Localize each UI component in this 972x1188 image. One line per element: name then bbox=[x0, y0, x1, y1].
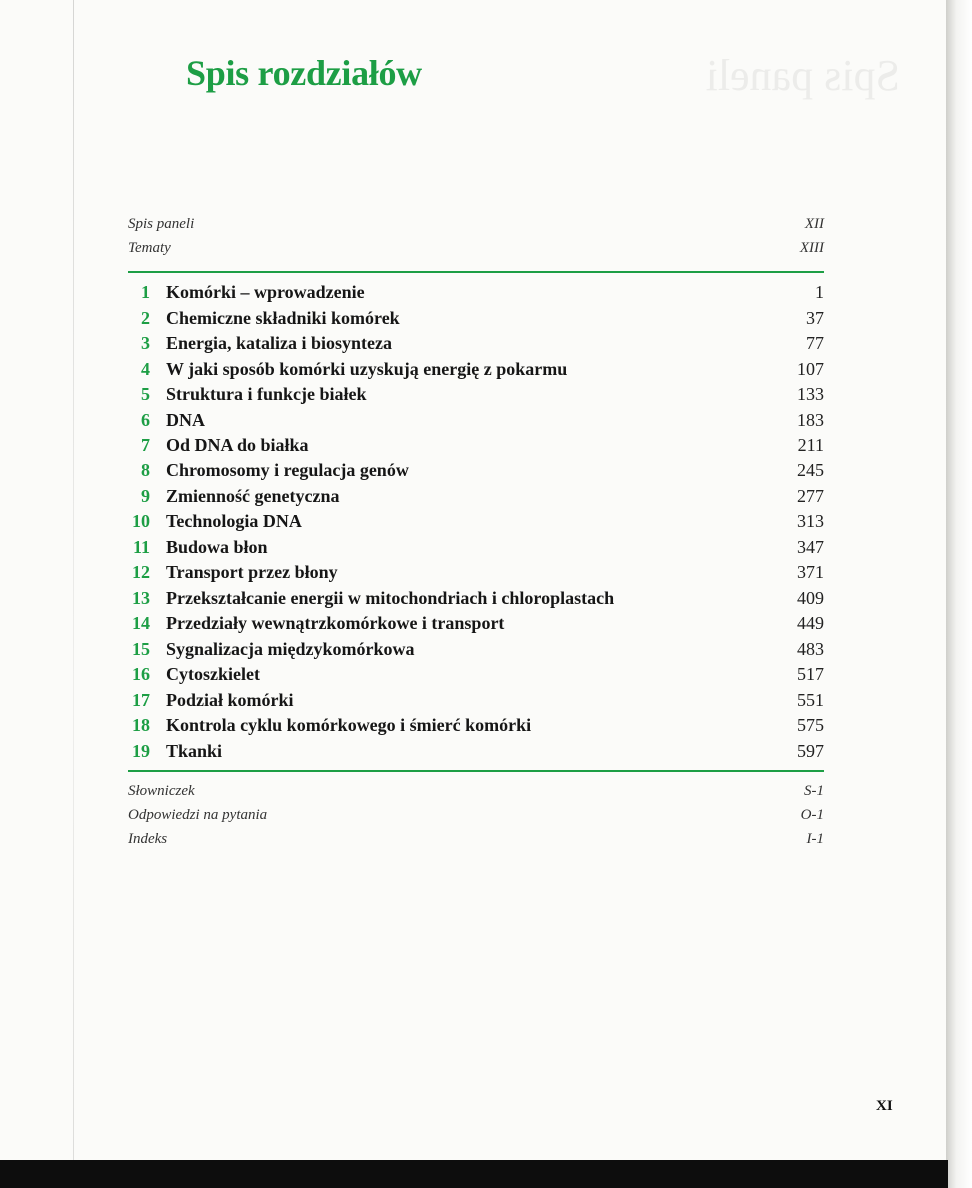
toc-chapter-row[interactable] bbox=[128, 639, 824, 664]
toc-chapter-row[interactable] bbox=[128, 359, 824, 384]
toc-back-row[interactable] bbox=[128, 831, 824, 855]
toc-front-label: Spis paneli bbox=[128, 216, 195, 232]
chapter-title: Energia, kataliza i biosynteza bbox=[166, 333, 392, 353]
chapter-title: Przedziały wewnątrzkomórkowe i transport bbox=[166, 613, 505, 633]
chapter-page: 313 bbox=[797, 511, 824, 531]
chapter-number: 14 bbox=[132, 613, 150, 633]
toc-chapter-row[interactable] bbox=[128, 741, 824, 766]
toc-chapter-row[interactable] bbox=[128, 308, 824, 333]
chapter-title: Transport przez błony bbox=[166, 562, 338, 582]
chapter-title: Struktura i funkcje białek bbox=[166, 384, 367, 404]
toc-chapter-row[interactable] bbox=[128, 588, 824, 613]
chapter-page: 551 bbox=[797, 690, 824, 710]
chapter-page: 37 bbox=[806, 308, 824, 328]
chapter-title: Technologia DNA bbox=[166, 511, 302, 531]
scan-bottom-border bbox=[0, 1160, 948, 1188]
chapter-number: 8 bbox=[141, 460, 150, 480]
chapter-number: 11 bbox=[132, 537, 150, 557]
toc-chapter-row[interactable] bbox=[128, 511, 824, 536]
chapter-title: Przekształcanie energii w mitochondriach i chloroplastach bbox=[166, 588, 615, 608]
chapter-page: 277 bbox=[797, 486, 824, 506]
toc-front-row[interactable] bbox=[128, 240, 824, 264]
chapter-number: 3 bbox=[141, 333, 150, 353]
chapter-title: Od DNA do białka bbox=[166, 435, 309, 455]
toc-chapter-row[interactable] bbox=[128, 664, 824, 689]
chapter-title: Komórki – wprowadzenie bbox=[166, 282, 365, 302]
toc-front-page: XIII bbox=[799, 240, 824, 256]
chapter-page: 183 bbox=[797, 410, 824, 430]
page-gutter-shadow bbox=[73, 0, 74, 1160]
chapter-page: 517 bbox=[797, 664, 824, 684]
chapter-number: 15 bbox=[132, 639, 150, 659]
chapter-page: 371 bbox=[797, 562, 824, 582]
chapter-number: 9 bbox=[141, 486, 150, 506]
toc-chapter-row[interactable] bbox=[128, 715, 824, 740]
chapter-page: 575 bbox=[797, 715, 824, 735]
bleed-through-text: Spis paneli bbox=[705, 51, 900, 100]
toc-chapter-row[interactable] bbox=[128, 435, 824, 460]
chapter-page: 133 bbox=[797, 384, 824, 404]
chapter-page: 483 bbox=[797, 639, 824, 659]
toc-chapter-row[interactable] bbox=[128, 384, 824, 409]
chapter-number: 5 bbox=[141, 384, 150, 404]
toc-chapter-row[interactable] bbox=[128, 613, 824, 638]
chapter-number: 17 bbox=[132, 690, 150, 710]
toc-back-row[interactable] bbox=[128, 783, 824, 807]
chapter-page: 409 bbox=[797, 588, 824, 608]
chapter-title: Chromosomy i regulacja genów bbox=[166, 460, 409, 480]
toc-chapter-row[interactable] bbox=[128, 410, 824, 435]
page-title: Spis rozdziałów bbox=[186, 53, 422, 93]
chapter-title: Kontrola cyklu komórkowego i śmierć komórki bbox=[166, 715, 532, 735]
chapter-number: 19 bbox=[132, 741, 150, 761]
toc-chapter-row[interactable] bbox=[128, 537, 824, 562]
toc-back-page: O-1 bbox=[800, 807, 824, 823]
toc-chapter-row[interactable] bbox=[128, 486, 824, 511]
chapter-page: 1 bbox=[815, 282, 824, 302]
chapter-number: 10 bbox=[132, 511, 150, 531]
toc-back-label: Odpowiedzi na pytania bbox=[128, 807, 268, 823]
chapter-number: 1 bbox=[141, 282, 150, 302]
chapter-title: Tkanki bbox=[166, 741, 223, 761]
chapter-number: 13 bbox=[132, 588, 150, 608]
chapter-number: 2 bbox=[141, 308, 150, 328]
chapter-number: 18 bbox=[132, 715, 150, 735]
chapter-page: 245 bbox=[797, 460, 824, 480]
chapter-number: 4 bbox=[141, 359, 150, 379]
toc-front-page: XII bbox=[804, 216, 824, 232]
chapter-page: 77 bbox=[806, 333, 824, 353]
chapter-title: Chemiczne składniki komórek bbox=[166, 308, 400, 328]
chapter-page: 347 bbox=[797, 537, 824, 557]
toc-back-row[interactable] bbox=[128, 807, 824, 831]
chapter-number: 16 bbox=[132, 664, 150, 684]
toc-front-label: Tematy bbox=[128, 240, 171, 256]
toc-back-page: I-1 bbox=[806, 831, 824, 847]
page-folio: XI bbox=[876, 1098, 893, 1114]
toc-back-label: Słowniczek bbox=[128, 783, 195, 799]
toc-chapter-row[interactable] bbox=[128, 562, 824, 587]
chapter-page: 597 bbox=[797, 741, 824, 761]
bottom-divider bbox=[128, 770, 824, 772]
chapter-page: 449 bbox=[797, 613, 824, 633]
chapter-title: Budowa błon bbox=[166, 537, 268, 557]
toc-back-page: S-1 bbox=[804, 783, 824, 799]
toc-front-row[interactable] bbox=[128, 216, 824, 240]
chapter-number: 6 bbox=[141, 410, 150, 430]
chapter-title: Podział komórki bbox=[166, 690, 294, 710]
chapter-number: 12 bbox=[132, 562, 150, 582]
chapter-title: W jaki sposób komórki uzyskują energię z pokarmu bbox=[166, 359, 568, 379]
toc-chapter-row[interactable] bbox=[128, 690, 824, 715]
chapter-title: Zmienność genetyczna bbox=[166, 486, 340, 506]
chapter-page: 211 bbox=[797, 435, 824, 455]
top-divider bbox=[128, 271, 824, 273]
toc-chapter-row[interactable] bbox=[128, 282, 824, 307]
chapter-title: Sygnalizacja międzykomórkowa bbox=[166, 639, 415, 659]
chapter-title: DNA bbox=[166, 410, 205, 430]
toc-chapter-row[interactable] bbox=[128, 460, 824, 485]
page-edge-shadow bbox=[946, 0, 972, 1188]
chapter-number: 7 bbox=[141, 435, 150, 455]
chapter-title: Cytoszkielet bbox=[166, 664, 260, 684]
chapter-page: 107 bbox=[797, 359, 824, 379]
toc-chapter-row[interactable] bbox=[128, 333, 824, 358]
toc-back-label: Indeks bbox=[128, 831, 168, 847]
